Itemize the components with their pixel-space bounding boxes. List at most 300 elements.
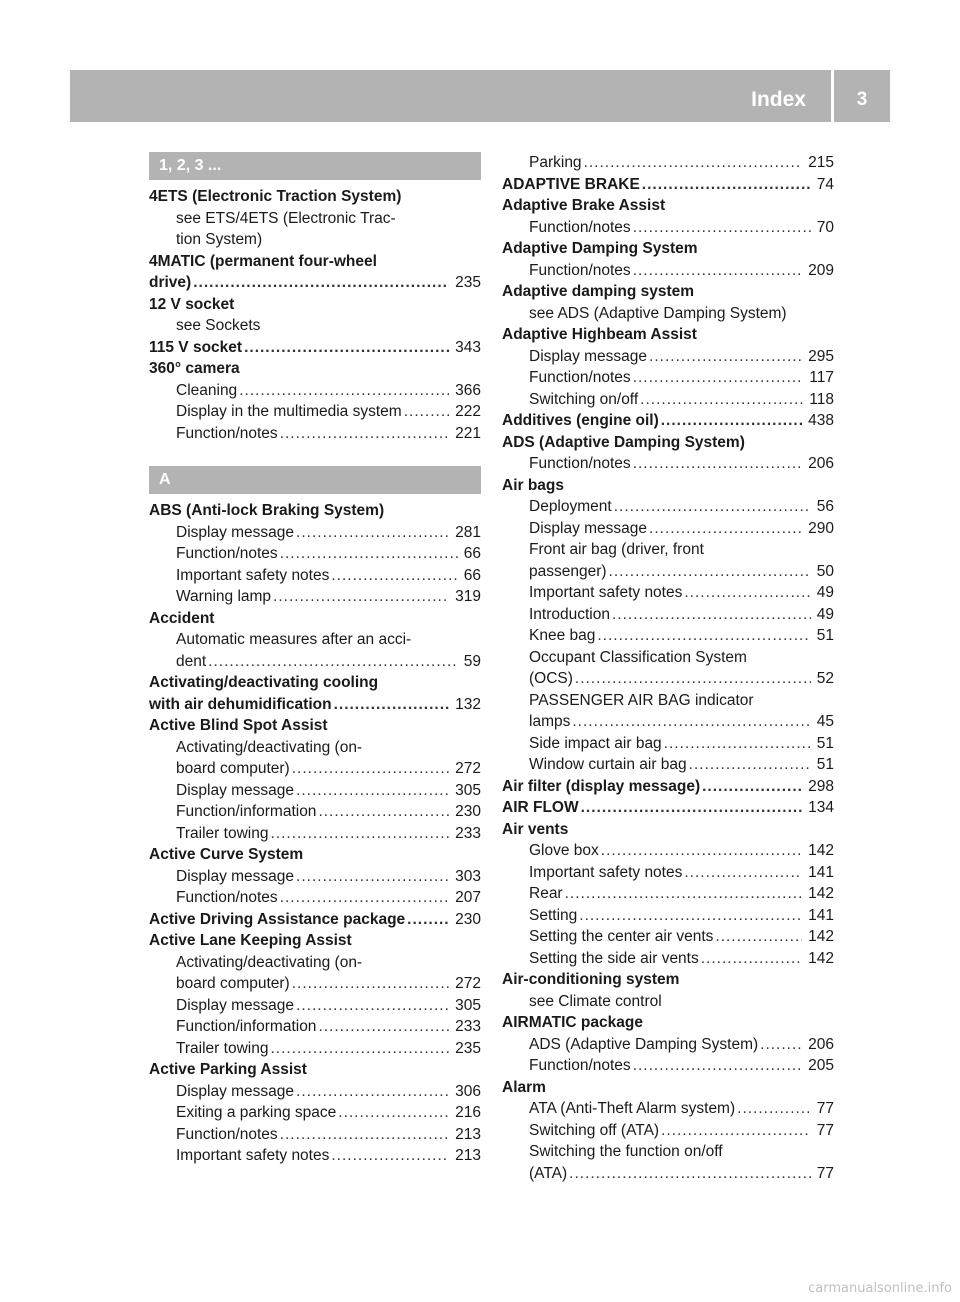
index-subentry	[502, 883, 834, 905]
page-reference: 70	[816, 218, 834, 236]
index-term	[502, 819, 834, 841]
index-term	[149, 500, 481, 522]
dot-leader	[737, 1098, 811, 1120]
entry-label: see ADS (Adaptive Damping System)	[529, 304, 787, 322]
page-reference: 221	[455, 424, 481, 442]
index-subentry	[502, 1034, 834, 1056]
dot-leader	[565, 883, 803, 905]
index-subentry	[149, 952, 481, 974]
page-reference: 235	[455, 274, 481, 291]
entry-label: Trailer towing	[176, 824, 269, 842]
entry-label: Automatic measures after an acci-	[176, 631, 412, 648]
index-subentry	[149, 995, 481, 1017]
dot-leader	[331, 1145, 449, 1167]
entry-label: ABS (Anti-lock Braking System)	[149, 502, 385, 519]
entry-label: Display message	[529, 347, 648, 365]
index-term	[502, 776, 834, 798]
index-subentry	[149, 522, 481, 544]
entry-label: Function/notes	[529, 369, 631, 386]
page-reference: 142	[808, 949, 834, 967]
dot-leader	[572, 711, 810, 733]
page-reference: 230	[455, 910, 481, 928]
index-term	[502, 969, 834, 991]
entry-label: AIRMATIC package	[502, 1014, 643, 1031]
dot-leader	[334, 694, 450, 716]
page-reference: 141	[808, 906, 834, 924]
entry-label: Activating/deactivating (on-	[176, 738, 363, 756]
entry-label: Parking	[529, 154, 582, 171]
index-term	[149, 272, 481, 294]
dot-leader	[702, 776, 802, 798]
index-subentry	[149, 780, 481, 802]
dot-leader	[689, 754, 811, 776]
entry-label: Introduction	[529, 605, 610, 623]
dot-leader	[609, 561, 811, 583]
entry-label: see ETS/4ETS (Electronic Trac-	[176, 209, 396, 227]
page-reference: 438	[808, 412, 834, 429]
page-reference: 66	[463, 566, 481, 584]
dot-leader	[684, 582, 810, 604]
dot-leader	[584, 152, 803, 174]
page-reference: 295	[808, 347, 834, 365]
index-subentry	[149, 380, 481, 402]
entry-label: Adaptive damping system	[502, 283, 695, 300]
page-reference: 209	[808, 261, 834, 279]
dot-leader	[296, 522, 449, 544]
page-reference: 134	[808, 799, 834, 816]
dot-leader	[633, 260, 802, 282]
dot-leader	[407, 909, 449, 931]
entry-label: Setting	[529, 906, 578, 924]
dot-leader	[318, 1016, 449, 1038]
entry-label: Display message	[176, 996, 295, 1014]
index-subentry	[149, 651, 481, 673]
index-subentry	[149, 1081, 481, 1103]
dot-leader	[597, 625, 810, 647]
index-subentry	[149, 823, 481, 845]
entry-label: Air bags	[502, 476, 565, 494]
page-reference: 206	[808, 455, 834, 472]
entry-label: Deployment	[529, 498, 612, 515]
index-subentry	[502, 647, 834, 669]
page-reference: 306	[455, 1082, 481, 1100]
entry-label: Important safety notes	[176, 566, 330, 584]
page-reference: 142	[808, 928, 834, 945]
dot-leader	[280, 543, 458, 565]
index-term	[502, 797, 834, 819]
page-reference: 141	[808, 863, 834, 881]
page-reference: 132	[455, 695, 481, 713]
page-header-bar	[70, 70, 890, 122]
index-subentry	[149, 737, 481, 759]
dot-leader	[280, 887, 449, 909]
dot-leader	[273, 586, 449, 608]
index-subentry	[149, 866, 481, 888]
entry-label: Front air bag (driver, front	[529, 541, 704, 558]
dot-leader	[296, 780, 449, 802]
page-reference: 59	[463, 652, 481, 670]
dot-leader	[270, 823, 449, 845]
index-term	[502, 410, 834, 432]
dot-leader	[292, 758, 449, 780]
entry-label: Function/information	[176, 803, 317, 820]
entry-label: Function/notes	[176, 1125, 278, 1143]
dot-leader	[296, 1081, 449, 1103]
entry-label: ATA (Anti-Theft Alarm system)	[529, 1100, 736, 1117]
page-reference: 233	[455, 1018, 481, 1035]
entry-label: Switching off (ATA)	[529, 1121, 660, 1139]
entry-label: see Climate control	[529, 992, 662, 1010]
index-subentry	[502, 862, 834, 884]
index-term	[502, 174, 834, 196]
index-subentry	[149, 629, 481, 651]
dot-leader	[614, 496, 811, 518]
dot-leader	[640, 389, 803, 411]
page-reference: 51	[816, 734, 834, 752]
index-subentry	[502, 604, 834, 626]
dot-leader	[664, 733, 811, 755]
index-subentry	[502, 346, 834, 368]
entry-label: dent	[176, 652, 207, 670]
page-reference: 216	[455, 1104, 481, 1121]
index-subentry	[149, 543, 481, 565]
page-reference: 207	[455, 889, 481, 906]
page-reference: 49	[816, 584, 834, 601]
entry-label: Important safety notes	[176, 1147, 330, 1164]
entry-label: Window curtain air bag	[529, 756, 687, 773]
entry-label: Function/information	[176, 1018, 317, 1035]
page-reference: 51	[816, 627, 834, 644]
index-term	[502, 195, 834, 217]
dot-leader	[318, 801, 449, 823]
index-term	[149, 608, 481, 630]
index-subentry	[502, 367, 834, 389]
entry-label: Adaptive Damping System	[502, 240, 698, 257]
entry-label: Air-conditioning system	[502, 971, 680, 988]
entry-label: Display message	[176, 523, 295, 541]
page-reference: 49	[816, 605, 834, 623]
index-term	[149, 337, 481, 359]
dot-leader	[581, 797, 803, 819]
index-subentry	[502, 948, 834, 970]
page-reference: 51	[816, 756, 834, 773]
index-subentry	[149, 758, 481, 780]
entry-label: Active Driving Assistance package	[149, 910, 406, 928]
index-subentry	[502, 625, 834, 647]
index-subentry	[502, 561, 834, 583]
section-heading: A	[149, 466, 481, 494]
entry-label: Trailer towing	[176, 1039, 269, 1057]
index-term	[149, 186, 481, 208]
entry-label: Air filter (display message)	[502, 777, 701, 795]
index-subentry	[502, 690, 834, 712]
index-term	[149, 672, 481, 694]
dot-leader	[633, 367, 804, 389]
index-subentry	[149, 1102, 481, 1124]
index-term	[149, 1059, 481, 1081]
dot-leader	[701, 948, 802, 970]
dot-leader	[760, 1034, 802, 1056]
index-subentry	[149, 565, 481, 587]
page-reference: 233	[455, 824, 481, 842]
entry-label: Display message	[176, 867, 295, 885]
entry-label: Active Curve System	[149, 846, 304, 863]
dot-leader	[292, 973, 449, 995]
dot-leader	[296, 995, 449, 1017]
entry-label: Setting the center air vents	[529, 928, 714, 945]
entry-label: Display message	[176, 781, 295, 799]
page-reference: 74	[816, 175, 834, 193]
page-reference: 366	[455, 381, 481, 399]
page-reference: 56	[816, 498, 834, 515]
dot-leader	[661, 1120, 811, 1142]
entry-label: (ATA)	[529, 1164, 568, 1182]
dot-leader	[633, 217, 811, 239]
index-column-right	[502, 152, 834, 1184]
page-reference: 213	[455, 1125, 481, 1143]
page-reference: 298	[808, 777, 834, 795]
dot-leader	[649, 518, 802, 540]
page-reference: 222	[455, 403, 481, 420]
page-reference: 303	[455, 867, 481, 885]
page-reference: 272	[455, 760, 481, 777]
entry-label: Display message	[529, 519, 648, 537]
entry-label: ADAPTIVE BRAKE	[502, 175, 640, 193]
page-reference: 77	[816, 1121, 834, 1139]
index-subentry	[149, 586, 481, 608]
dot-leader	[715, 926, 802, 948]
index-subentry	[502, 1163, 834, 1185]
entry-label: Display in the multimedia system	[176, 403, 402, 420]
dot-leader	[244, 337, 449, 359]
dot-leader	[601, 840, 802, 862]
entry-label: ADS (Adaptive Damping System)	[529, 1035, 759, 1053]
dot-leader	[633, 453, 802, 475]
index-term	[502, 432, 834, 454]
index-subentry	[149, 973, 481, 995]
index-subentry	[502, 1098, 834, 1120]
dot-leader	[338, 1102, 449, 1124]
section-heading: 1, 2, 3 ...	[149, 152, 481, 180]
page-reference: 118	[809, 390, 834, 408]
index-term	[149, 930, 481, 952]
index-subentry	[149, 1124, 481, 1146]
index-subentry	[502, 754, 834, 776]
watermark: carmanualsonline.info	[808, 1281, 952, 1296]
page-reference: 142	[808, 842, 834, 859]
page-reference: 45	[816, 713, 834, 730]
entry-label: tion System)	[176, 231, 263, 248]
entry-label: Function/notes	[529, 218, 631, 236]
entry-label: Switching the function on/off	[529, 1143, 723, 1160]
index-subentry	[149, 423, 481, 445]
index-subentry	[502, 453, 834, 475]
section-spacer	[149, 444, 481, 466]
index-subentry	[149, 208, 481, 230]
entry-label: board computer)	[176, 760, 290, 777]
entry-label: 12 V socket	[149, 295, 235, 313]
entry-label: with air dehumidification	[149, 695, 332, 713]
page-reference: 206	[808, 1035, 834, 1053]
page-reference: 77	[816, 1164, 834, 1182]
entry-label: Alarm	[502, 1078, 546, 1096]
dot-leader	[612, 604, 811, 626]
entry-label: 115 V socket	[149, 338, 243, 356]
index-term	[149, 909, 481, 931]
page-reference: 305	[455, 996, 481, 1014]
entry-label: Function/notes	[176, 889, 278, 906]
page-reference: 272	[455, 975, 481, 992]
page-number: 3	[856, 89, 868, 110]
entry-label: (OCS)	[529, 670, 573, 687]
index-subentry	[149, 315, 481, 337]
index-subentry	[149, 229, 481, 251]
page-reference: 50	[816, 562, 834, 580]
page-reference: 235	[455, 1039, 481, 1057]
index-subentry	[502, 733, 834, 755]
entry-label: Adaptive Highbeam Assist	[502, 326, 697, 343]
index-subentry	[502, 260, 834, 282]
page-reference: 230	[455, 803, 481, 820]
index-term	[502, 475, 834, 497]
index-subentry	[502, 389, 834, 411]
entry-label: ADS (Adaptive Damping System)	[502, 433, 745, 451]
index-subentry	[502, 518, 834, 540]
entry-label: Active Lane Keeping Assist	[149, 932, 352, 949]
entry-label: see Sockets	[176, 317, 261, 334]
dot-leader	[642, 174, 811, 196]
index-subentry	[502, 152, 834, 174]
index-subentry	[149, 1145, 481, 1167]
page-reference: 213	[455, 1147, 481, 1164]
dot-leader	[239, 380, 449, 402]
index-term	[502, 281, 834, 303]
entry-label: passenger)	[529, 562, 607, 580]
dot-leader	[661, 410, 802, 432]
dot-leader	[270, 1038, 449, 1060]
entry-label: Air vents	[502, 820, 569, 838]
page-reference: 117	[809, 369, 834, 386]
entry-label: Active Parking Assist	[149, 1061, 307, 1078]
page-reference: 343	[455, 338, 481, 356]
entry-label: Occupant Classification System	[529, 648, 747, 666]
index-subentry	[502, 1120, 834, 1142]
dot-leader	[579, 905, 802, 927]
index-subentry	[502, 840, 834, 862]
page-reference: 290	[808, 519, 834, 537]
entry-label: Side impact air bag	[529, 734, 662, 752]
dot-leader	[331, 565, 457, 587]
entry-label: lamps	[529, 713, 571, 730]
entry-label: AIR FLOW	[502, 799, 579, 816]
index-term	[149, 358, 481, 380]
dot-leader	[633, 1055, 802, 1077]
entry-label: Cleaning	[176, 381, 238, 399]
entry-label: Adaptive Brake Assist	[502, 197, 666, 214]
entry-label: 4ETS (Electronic Traction System)	[149, 188, 402, 205]
entry-label: Activating/deactivating (on-	[176, 953, 363, 971]
index-term	[502, 324, 834, 346]
index-subentry	[502, 668, 834, 690]
index-term	[149, 844, 481, 866]
entry-label: Active Blind Spot Assist	[149, 717, 328, 734]
index-column-left	[149, 152, 481, 1167]
index-term	[149, 715, 481, 737]
page-reference: 319	[455, 588, 481, 605]
entry-label: PASSENGER AIR BAG indicator	[529, 691, 754, 709]
page-reference: 305	[455, 781, 481, 799]
index-term	[149, 251, 481, 273]
index-subentry	[149, 1016, 481, 1038]
entry-label: Switching on/off	[529, 390, 639, 408]
dot-leader	[575, 668, 811, 690]
entry-label: Additives (engine oil)	[502, 412, 659, 429]
entry-label: Exiting a parking space	[176, 1104, 337, 1121]
dot-leader	[684, 862, 802, 884]
entry-label: Function/notes	[529, 455, 631, 472]
entry-label: Display message	[176, 1082, 295, 1100]
entry-label: 4MATIC (permanent four-wheel	[149, 252, 377, 270]
index-subentry	[149, 401, 481, 423]
entry-label: Warning lamp	[176, 588, 272, 605]
entry-label: Function/notes	[529, 261, 631, 279]
index-term	[502, 238, 834, 260]
page-reference: 77	[816, 1100, 834, 1117]
index-term	[149, 294, 481, 316]
dot-leader	[280, 423, 449, 445]
index-subentry	[149, 887, 481, 909]
entry-label: drive)	[149, 274, 192, 291]
entry-label: Important safety notes	[529, 863, 683, 881]
entry-label: Function/notes	[176, 424, 278, 442]
dot-leader	[296, 866, 449, 888]
dot-leader	[404, 401, 449, 423]
index-subentry	[502, 1055, 834, 1077]
entry-label: Activating/deactivating cooling	[149, 674, 379, 691]
index-subentry	[502, 303, 834, 325]
entry-label: Accident	[149, 609, 215, 627]
page-reference: 215	[808, 154, 834, 171]
index-subentry	[502, 991, 834, 1013]
page-reference: 52	[816, 670, 834, 687]
index-subentry	[502, 496, 834, 518]
dot-leader	[569, 1163, 811, 1185]
entry-label: Rear	[529, 885, 563, 902]
index-term	[502, 1012, 834, 1034]
dot-leader	[649, 346, 802, 368]
index-subentry	[502, 539, 834, 561]
page-reference: 142	[808, 885, 834, 902]
dot-leader	[208, 651, 458, 673]
index-term	[149, 694, 481, 716]
index-subentry	[502, 217, 834, 239]
dot-leader	[193, 272, 449, 294]
index-subentry	[502, 926, 834, 948]
page-reference: 281	[455, 523, 481, 541]
page-reference: 205	[808, 1057, 834, 1074]
entry-label: Function/notes	[176, 545, 278, 562]
index-subentry	[502, 905, 834, 927]
index-subentry	[502, 582, 834, 604]
entry-label: Function/notes	[529, 1057, 631, 1074]
entry-label: board computer)	[176, 975, 290, 992]
page-reference: 66	[463, 545, 481, 562]
index-term	[502, 1077, 834, 1099]
index-subentry	[149, 1038, 481, 1060]
header-title: Index	[751, 88, 806, 111]
index-subentry	[502, 1141, 834, 1163]
dot-leader	[280, 1124, 449, 1146]
